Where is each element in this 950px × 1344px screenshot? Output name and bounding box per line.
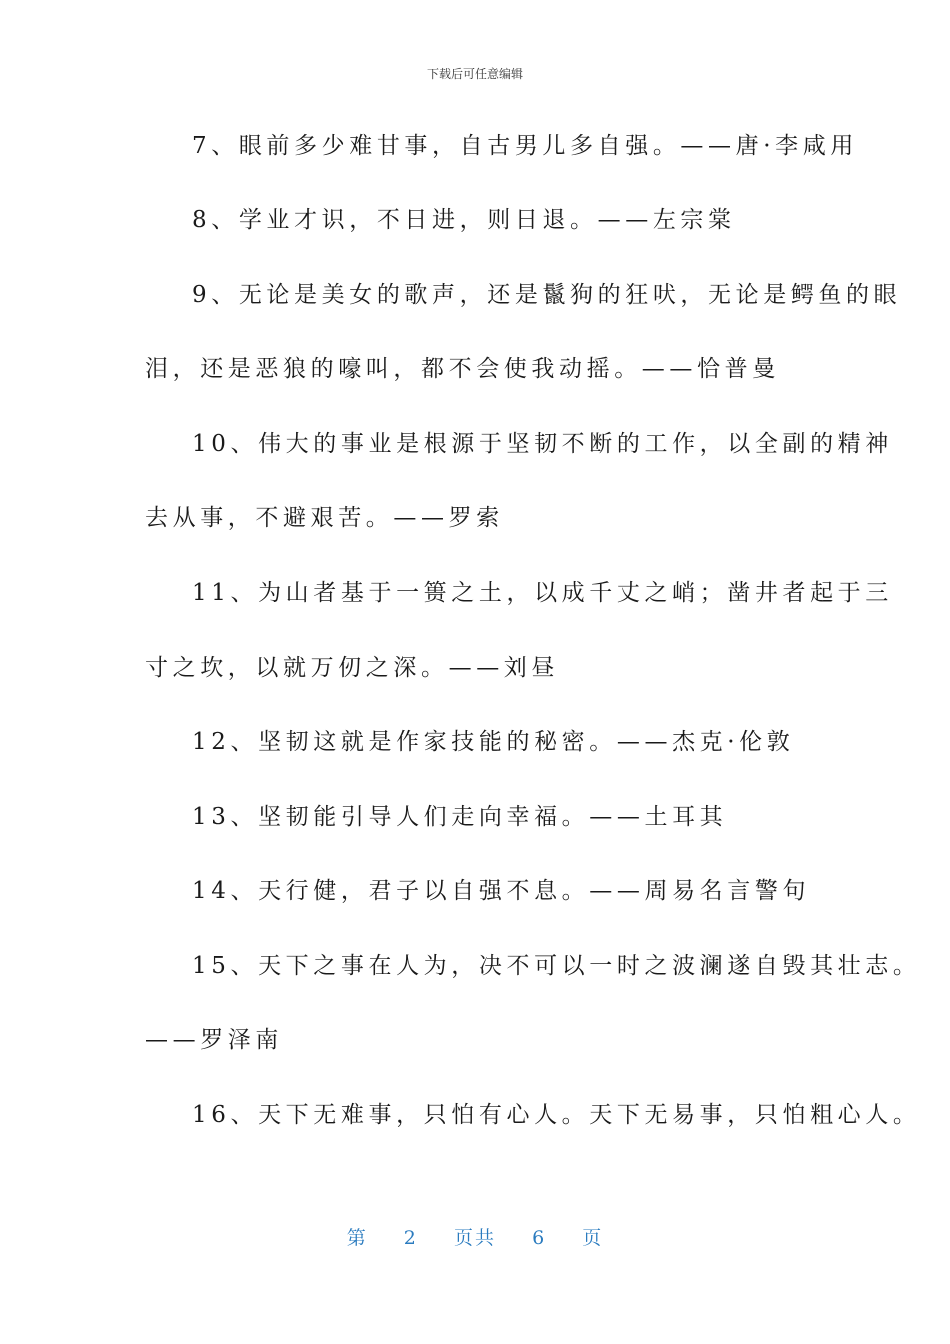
paragraph-9-line-1: 9、无论是美女的歌声，还是鬣狗的狂吠，无论是鳄鱼的眼 bbox=[192, 282, 902, 308]
paragraph-11-line-1: 11、为山者基于一篑之土，以成千丈之峭；凿井者起于三 bbox=[192, 580, 893, 606]
footer-current-page: 2 bbox=[403, 1227, 418, 1249]
footer-middle: 页共 bbox=[453, 1227, 496, 1249]
paragraph-8-line-1: 8、学业才识，不日进，则日退。——左宗棠 bbox=[192, 207, 736, 233]
paragraph-12-line-1: 12、坚韧这就是作家技能的秘密。——杰克·伦敦 bbox=[192, 729, 795, 755]
paragraph-13-line-1: 13、坚韧能引导人们走向幸福。——土耳其 bbox=[192, 804, 728, 830]
page-header: 下载后可任意编辑 bbox=[426, 67, 523, 81]
footer-prefix: 第 bbox=[346, 1227, 368, 1249]
footer-total-pages: 6 bbox=[532, 1227, 547, 1249]
page-number-footer bbox=[0, 1225, 950, 1251]
paragraph-10-line-2: 去从事，不避艰苦。——罗索 bbox=[145, 505, 504, 531]
paragraph-11-line-2: 寸之坎，以就万仞之深。——刘昼 bbox=[145, 655, 559, 681]
paragraph-9-line-2: 泪，还是恶狼的嚎叫，都不会使我动摇。——恰普曼 bbox=[145, 356, 780, 382]
paragraph-10-line-1: 10、伟大的事业是根源于坚韧不断的工作，以全副的精神 bbox=[192, 431, 893, 457]
footer-suffix: 页 bbox=[582, 1227, 604, 1249]
paragraph-15-line-2: ——罗泽南 bbox=[145, 1027, 283, 1053]
paragraph-15-line-1: 15、天下之事在人为，决不可以一时之波澜遂自毁其壮志。 bbox=[192, 953, 921, 979]
paragraph-16-line-1: 16、天下无难事，只怕有心人。天下无易事，只怕粗心人。 bbox=[192, 1102, 921, 1128]
paragraph-7-line-1: 7、眼前多少难甘事，自古男儿多自强。——唐·李咸用 bbox=[192, 133, 858, 159]
paragraph-14-line-1: 14、天行健，君子以自强不息。——周易名言警句 bbox=[192, 878, 811, 904]
